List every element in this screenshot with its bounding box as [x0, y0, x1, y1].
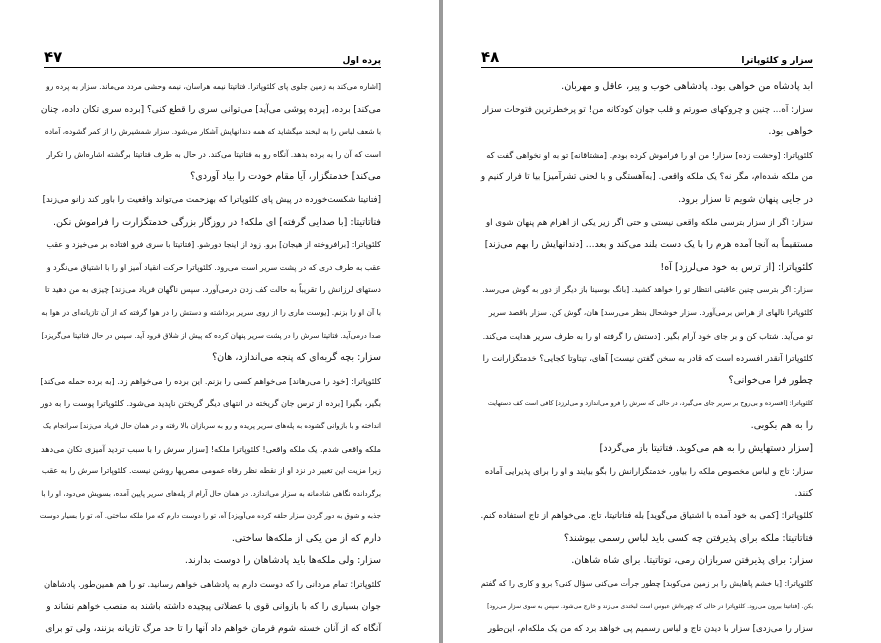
text-line: کلئوپاترا: [با خشم پاهایش را بر زمین می‌کوبد] چطور جرأت می‌کنی سؤال کنی؟ برو و کاری را که گفتم [480, 579, 813, 589]
text-line: سزار: تاج و لباس مخصوص ملکه را بیاور، خدمتگزارانش را بگو بیایند و او را برای پذیرایی آماده [484, 466, 813, 477]
text-line: فتاتاتیتا: ملکه برای پذیرفتن چه کسی باید لباس رسمی بپوشند؟ [563, 532, 813, 544]
left-page [0, 0, 439, 643]
text-line: صدا درمی‌آید. فتاتیتا سرش را در پشت سریر پنهان کرده که پیش از شلاق فرود آید. سپس در حال فتاتیتا می‌گریزد] [41, 330, 381, 340]
text-line: سزار: ولی ملکه‌ها باید پادشاهان را دوست بدارند. [184, 555, 381, 567]
text-line: زیرا مزیت این تغییر در نزد او از نقطه نظر رفاه عمومی مصریها روشن نیست. کلئوپاترا سرش را به عقب [41, 466, 381, 476]
text-line: با آن او را بزنم. [یوست ماری را از روی سریر برداشته و دستش را در هوا گرفته که از آن تازیانه‌ای در هوا به [41, 307, 381, 317]
text-line: [اشاره می‌کند به زمین جلوی پای کلئوپاترا. فتاتیتا نیمه هراسان، نیمه وحشی مردد می‌ماند. سزار به پرده رو [45, 82, 381, 91]
text-line: سزار: اگر از سزار بترسی ملکه واقعی نیستی و حتی اگر زیر یکی از اهرام هم پنهان شوی او [486, 217, 813, 228]
text-line: جذبه و شوق به دور گردن سزار حلقه کرده می‌آویزد] آه، تو را دوست دارم که مرا ملکه ساختی. آه، تو را بسیار دوست [39, 512, 381, 521]
text-line: من ملکه شده‌ام، مگر نه؟ یک ملکه واقعی. [به‌آهستگی و با لحنی تشرآمیز] بیا تا فرار کنیم و [480, 172, 813, 183]
text-line: [فتاتیتا شکست‌خورده در پیش پای کلئوپاترا که بهزحمت می‌تواند واقعیت را باور کند زانو می‌زند] [42, 194, 381, 205]
text-line: کلئوپاترا: [خود را می‌رهاند] می‌خواهم کسی را بزنم. این برده را می‌خواهم زد. [به برده حمله می‌کند] [40, 375, 381, 386]
right-page [443, 0, 881, 643]
text-line: سزار: اگر بترسی چنین عاقبتی انتظار تو را خواهد کشید. [بانگ بوسینا باز دیگر از دور به گوش می‌رسد. [482, 285, 813, 295]
text-line: کلئوپاترا: [از ترس به خود می‌لرزد] آه! [660, 261, 813, 273]
text-line: آنگاه که از آنان خسته شوم فرمان خواهم داد آنها را تا حد مرگ تازیانه بزنند، ولی تو برای [45, 623, 381, 635]
page-number: ۴۸ [481, 48, 500, 66]
text-line: فتاتاتیتا: [با صدایی گرفته] ای ملکه! در روزگار بزرگی خدمتگزارت را فراموش نکن. [52, 216, 381, 228]
page-body [40, 76, 381, 641]
text-line: انداخته و با بازوانی گشوده به پله‌های سریر پریده و رو به سربازان بالا رفته و در همان حال فریاد می‌زند] سرانجام یک [42, 421, 381, 430]
text-line: کلئوپاترا: [کمی به خود آمده با اشتیاق می‌گوید] بله فتاتاتیتا، تاج. می‌خواهم از تاج استفاده کنم. [480, 511, 813, 522]
text-line: خواهی بود. [768, 126, 813, 138]
right-page-header [481, 46, 813, 66]
text-line: است که آن را به برده بدهد. آنگاه رو به فتاتیتا می‌کند. در حال به طرف فتاتیتا برگشته اشاره‌اش را تکرار [46, 149, 381, 159]
header-rule [44, 67, 381, 68]
text-line: ملکه واقعی شدم. یک ملکه واقعی! کلئوپاترا ملکه! [سزار سرش را با سبب تردید آمیزی تکان می‌دهد [40, 443, 381, 454]
text-line: بگیر، بگیرا [برده از ترس جان گریخته در انتهای دیگر گریختن ناپدید می‌شود. کلئوپاترا پوست را به دور [40, 398, 381, 409]
text-line: دستهای لرزانش را تقریباً به حالت کف زدن درمی‌آورد. سپس ناگهان فریاد می‌زند] چیزی به من دهید تا [44, 285, 381, 295]
text-line: کلئوپاترا: تمام مردانی را که دوست دارم به پادشاهی خواهم رسانید. تو را هم همین‌طور. پادشاهان [44, 579, 381, 590]
text-line: سزار: برای پذیرفتن سربازان رمی، توتاتیتا. برای شاه شاهان. [571, 555, 813, 567]
page-body [481, 76, 813, 641]
text-line: کلئوپاترا: [افسرده و بی‌روح بر سریر جای می‌گیرد، در حالی که سرش را فرو می‌اندازد و می‌لرزد] کافی است کف دستهایت [487, 399, 813, 408]
left-page-header [44, 46, 381, 66]
text-line: ابد پادشاه من خواهی بود. پادشاهی خوب و پیر، عاقل و مهربان. [561, 81, 813, 92]
text-line: با شعف لباس را به لبخند میگشاید که همه دندانهایش آشکار می‌شود. سزار شمشیرش را از کمر گشوده، آماده [44, 127, 381, 137]
text-line: برگردانده نگاهی شادمانه به سزار می‌اندازد. در همان حال آرام از پله‌های سریر پایین آمده، بسویش می‌دود، او را با [41, 488, 381, 498]
text-line: مستقیماً به آنجا آمده هرم را با یک دست بلند می‌کند و بعد... [دندانهایش را بهم می‌زند] [484, 239, 813, 251]
text-line: می‌کند] برده، [پرده پوشی‌ می‌آید] می‌توانی سری را قطع کنی؟ [برده سری تکان داده، چنان [40, 104, 381, 115]
text-line: عقب به طرف دری که در پشت سریر است می‌رود. کلئوپاترا حرکت انقیاد آمیز او را با اشتیاق می‌نگرد و [46, 262, 381, 272]
text-line: در جایی پنهان شویم تا سزار برود. [678, 193, 813, 205]
text-line: را به هم بکوبی. [750, 419, 813, 431]
text-line: [سزار دستهایش را به هم می‌کوبد. فتاتیتا باز می‌گردد] [599, 442, 813, 454]
text-line: کلئوپاترا: [برافروخته از هیجان] برو. زود از اینجا دورشو. [فتاتیتا با سری فرو افتاده بر می‌خیزد و عقب [46, 240, 381, 250]
text-line: کنند. [794, 487, 813, 499]
text-line: چطور فرا می‌خوانی؟ [728, 374, 813, 386]
text-line: کلئوپاترا نالهای از هراس برمی‌آورد. سزار خوشحال بنظر می‌رسد] هان، گوش کن. سزار باقصد سریر [488, 307, 813, 317]
header-rule [481, 67, 813, 68]
running-title: پرده اول [342, 56, 381, 66]
text-line: سزار: بچه گربه‌ای که پنجه می‌اندازد، هان؟ [212, 352, 381, 364]
page-number: ۴۷ [44, 48, 63, 66]
text-line: دارم که از من یکی از ملکه‌ها ساختی. [231, 532, 381, 544]
text-line: کلئوپاترا آنقدر افسرده است که قادر به سخن گفتن نیست] آهای، تیتاوتا کجایی؟ خدمتگزارانت را [482, 353, 813, 364]
text-line: سزار را می‌زدی] سزار با دیدن تاج و لباس رسمیم پی خواهد برد که من یک ملکه‌ام، این‌طور [487, 624, 813, 635]
text-line: جوان بسیاری را که با بازوانی قوی با عضلاتی پیچیده داشته باشند به منصب خواهم نشاند و [46, 601, 381, 612]
text-line: تو می‌آید. شتاب کن و بر جای خود آرام بگیر. [دستش را گرفته او را به طرف سریر هدایت می‌کند. [482, 330, 813, 341]
running-title: سزار و کلئوپاترا [741, 56, 813, 66]
text-line: بکن. [فتاتیتا بیرون می‌رود. کلئوپاترا در حالی که چهره‌اش عبوس است لبخندی می‌زند و خارج می‌شود. سپس به سوی سزار می‌رود] [487, 602, 813, 610]
text-line: می‌کند] خدمتگزار، آیا مقام خودت را بیاد آوردی؟ [190, 171, 381, 183]
text-line: کلئوپاترا: [وحشت زده] سزار! من او را فراموش کرده بودم. [مشتاقانه] تو به او نخواهی گفت که [486, 149, 813, 160]
text-line: سزار: آه... چنین و چروکهای صورتم و قلب جوان کودکانه من! تو پرخطرترین فتوحات سزار [482, 104, 813, 115]
